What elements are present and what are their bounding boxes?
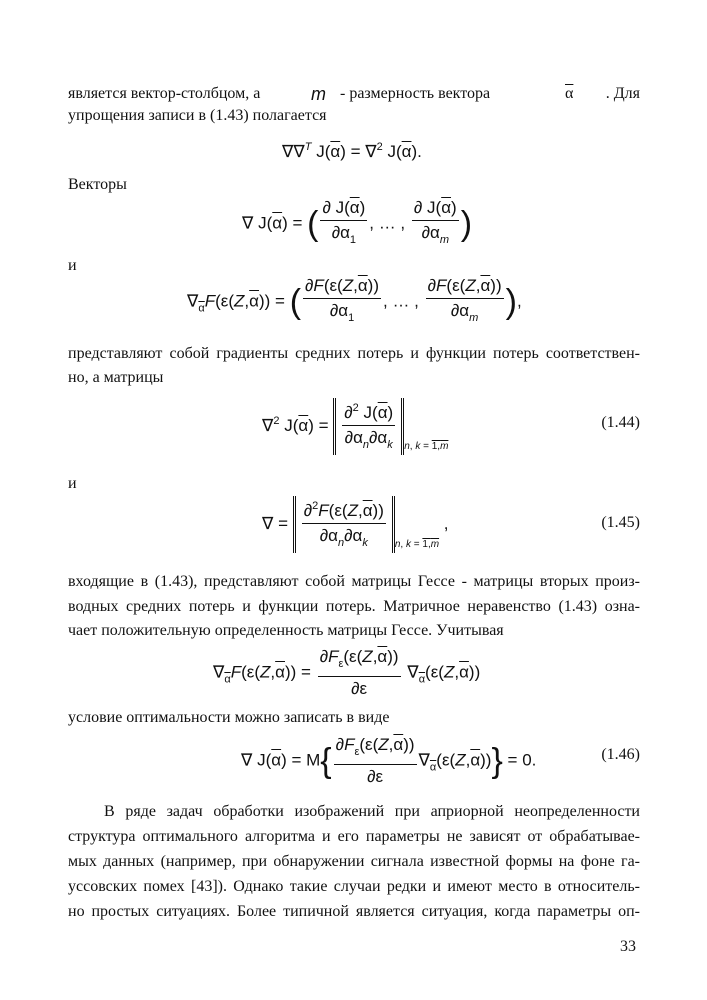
- paragraph-line: мых данных (например, при обнаружении сигнала известной формы на фоне га-: [68, 853, 640, 870]
- paragraph-line: [68, 84, 640, 104]
- paragraph-line: но простых ситуациях. Более типичной является ситуация, когда параметры оп-: [68, 903, 640, 920]
- text-run: является вектор-столбцом, а: [68, 85, 261, 102]
- paragraph-line: представляют собой градиенты средних потерь и функции потерь соответствен-: [68, 345, 640, 362]
- equation-gradient-j: ∇ $J(\overline{\alpha})$ = ( $\frac{\partial J(\overline{\alpha})}{\partial\alpha_1}$ , … , $\frac{\partial J(\overline{\alpha})}{\partial\alpha_m}$ ): [242, 198, 473, 246]
- symbol-m: m: [311, 84, 326, 104]
- paragraph-line: уссовских помех [43]). Однако такие случаи редки и имеют место в относитель-: [68, 878, 640, 895]
- paragraph-line: В ряде задач обработки изображений при априорной неопределенности: [104, 803, 640, 820]
- equation-number: (1.46): [601, 746, 640, 763]
- paragraph-line: водных средних потерь и функции потерь. Матричное неравенство (1.43) озна-: [68, 598, 640, 615]
- paragraph-line: условие оптимальности можно записать в виде: [68, 709, 390, 726]
- equation-number: (1.44): [601, 414, 640, 431]
- equation-1-44: ∇$^2$ $J(\overline{\alpha})$ = $\frac{\partial^2 J(\overline{\alpha})}{\partial\alpha_n\partial\alpha_k}$ $_{n, k = 1,m}$: [262, 398, 448, 457]
- paragraph-line: чает положительную определенность матрицы Гессе. Учитывая: [68, 622, 504, 639]
- page-number: 33: [620, 938, 636, 955]
- paragraph-line: структура оптимального алгоритма и его параметры не зависят от обрабатывае-: [68, 828, 640, 845]
- paragraph-line: Векторы: [68, 176, 127, 193]
- paragraph-line: и: [68, 257, 77, 274]
- equation-hessian-def: ∇∇$^T$ $J(\overline{\alpha}) = \nabla^2$ $J(\overline{\alpha})$.: [282, 141, 422, 161]
- equation-chain-rule: $\nabla_{\overline{\alpha}}F(\varepsilon(Z,\overline{\alpha}))$ = $\frac{\partial F_\varepsilon(\varepsilon(Z,\overline{\alpha}))}{\partial\varepsilon}$ $\nabla_{\overline{\alpha}}(\varepsilon(Z,\overline{\alpha}))$: [213, 647, 481, 698]
- paragraph-line: и: [68, 475, 77, 492]
- equation-number: (1.45): [601, 514, 640, 531]
- paragraph-line: упрощения записи в (1.43) полагается: [68, 107, 327, 124]
- equation-1-45: ∇ = $\frac{\partial^2F(\varepsilon(Z,\overline{\alpha}))}{\partial\alpha_n\partial\alpha_k}$ $_{n, k = 1,m}$ ,: [262, 496, 449, 555]
- symbol-alpha: $\overline{\alpha}$: [565, 85, 574, 102]
- text-run: - размерность вектора: [340, 85, 491, 102]
- equation-1-46: ∇ $J(\overline{\alpha}) = M${ $\frac{\partial F_\varepsilon(\varepsilon(Z,\overline{\alpha}))}{\partial\varepsilon}$ $\nabla_{\overline{\alpha}}(\varepsilon(Z,\overline{\alpha}))\} = 0$.: [241, 735, 537, 786]
- text-run: . Для: [605, 85, 640, 102]
- paragraph-line: но, а матрицы: [68, 369, 164, 386]
- paragraph-line: входящие в (1.43), представляют собой матрицы Гессе - матрицы вторых произ-: [68, 573, 640, 590]
- equation-gradient-f: $\nabla_{\overline{\alpha}}F(\varepsilon(Z,\overline{\alpha}))$ = ( $\frac{\partial F(\varepsilon(Z,\overline{\alpha}))}{\partial\alpha_1}$ , … , $\frac{\partial F(\varepsilon(Z,\overline{\alpha}))}{\partial\alpha_m}$ ),: [187, 276, 522, 324]
